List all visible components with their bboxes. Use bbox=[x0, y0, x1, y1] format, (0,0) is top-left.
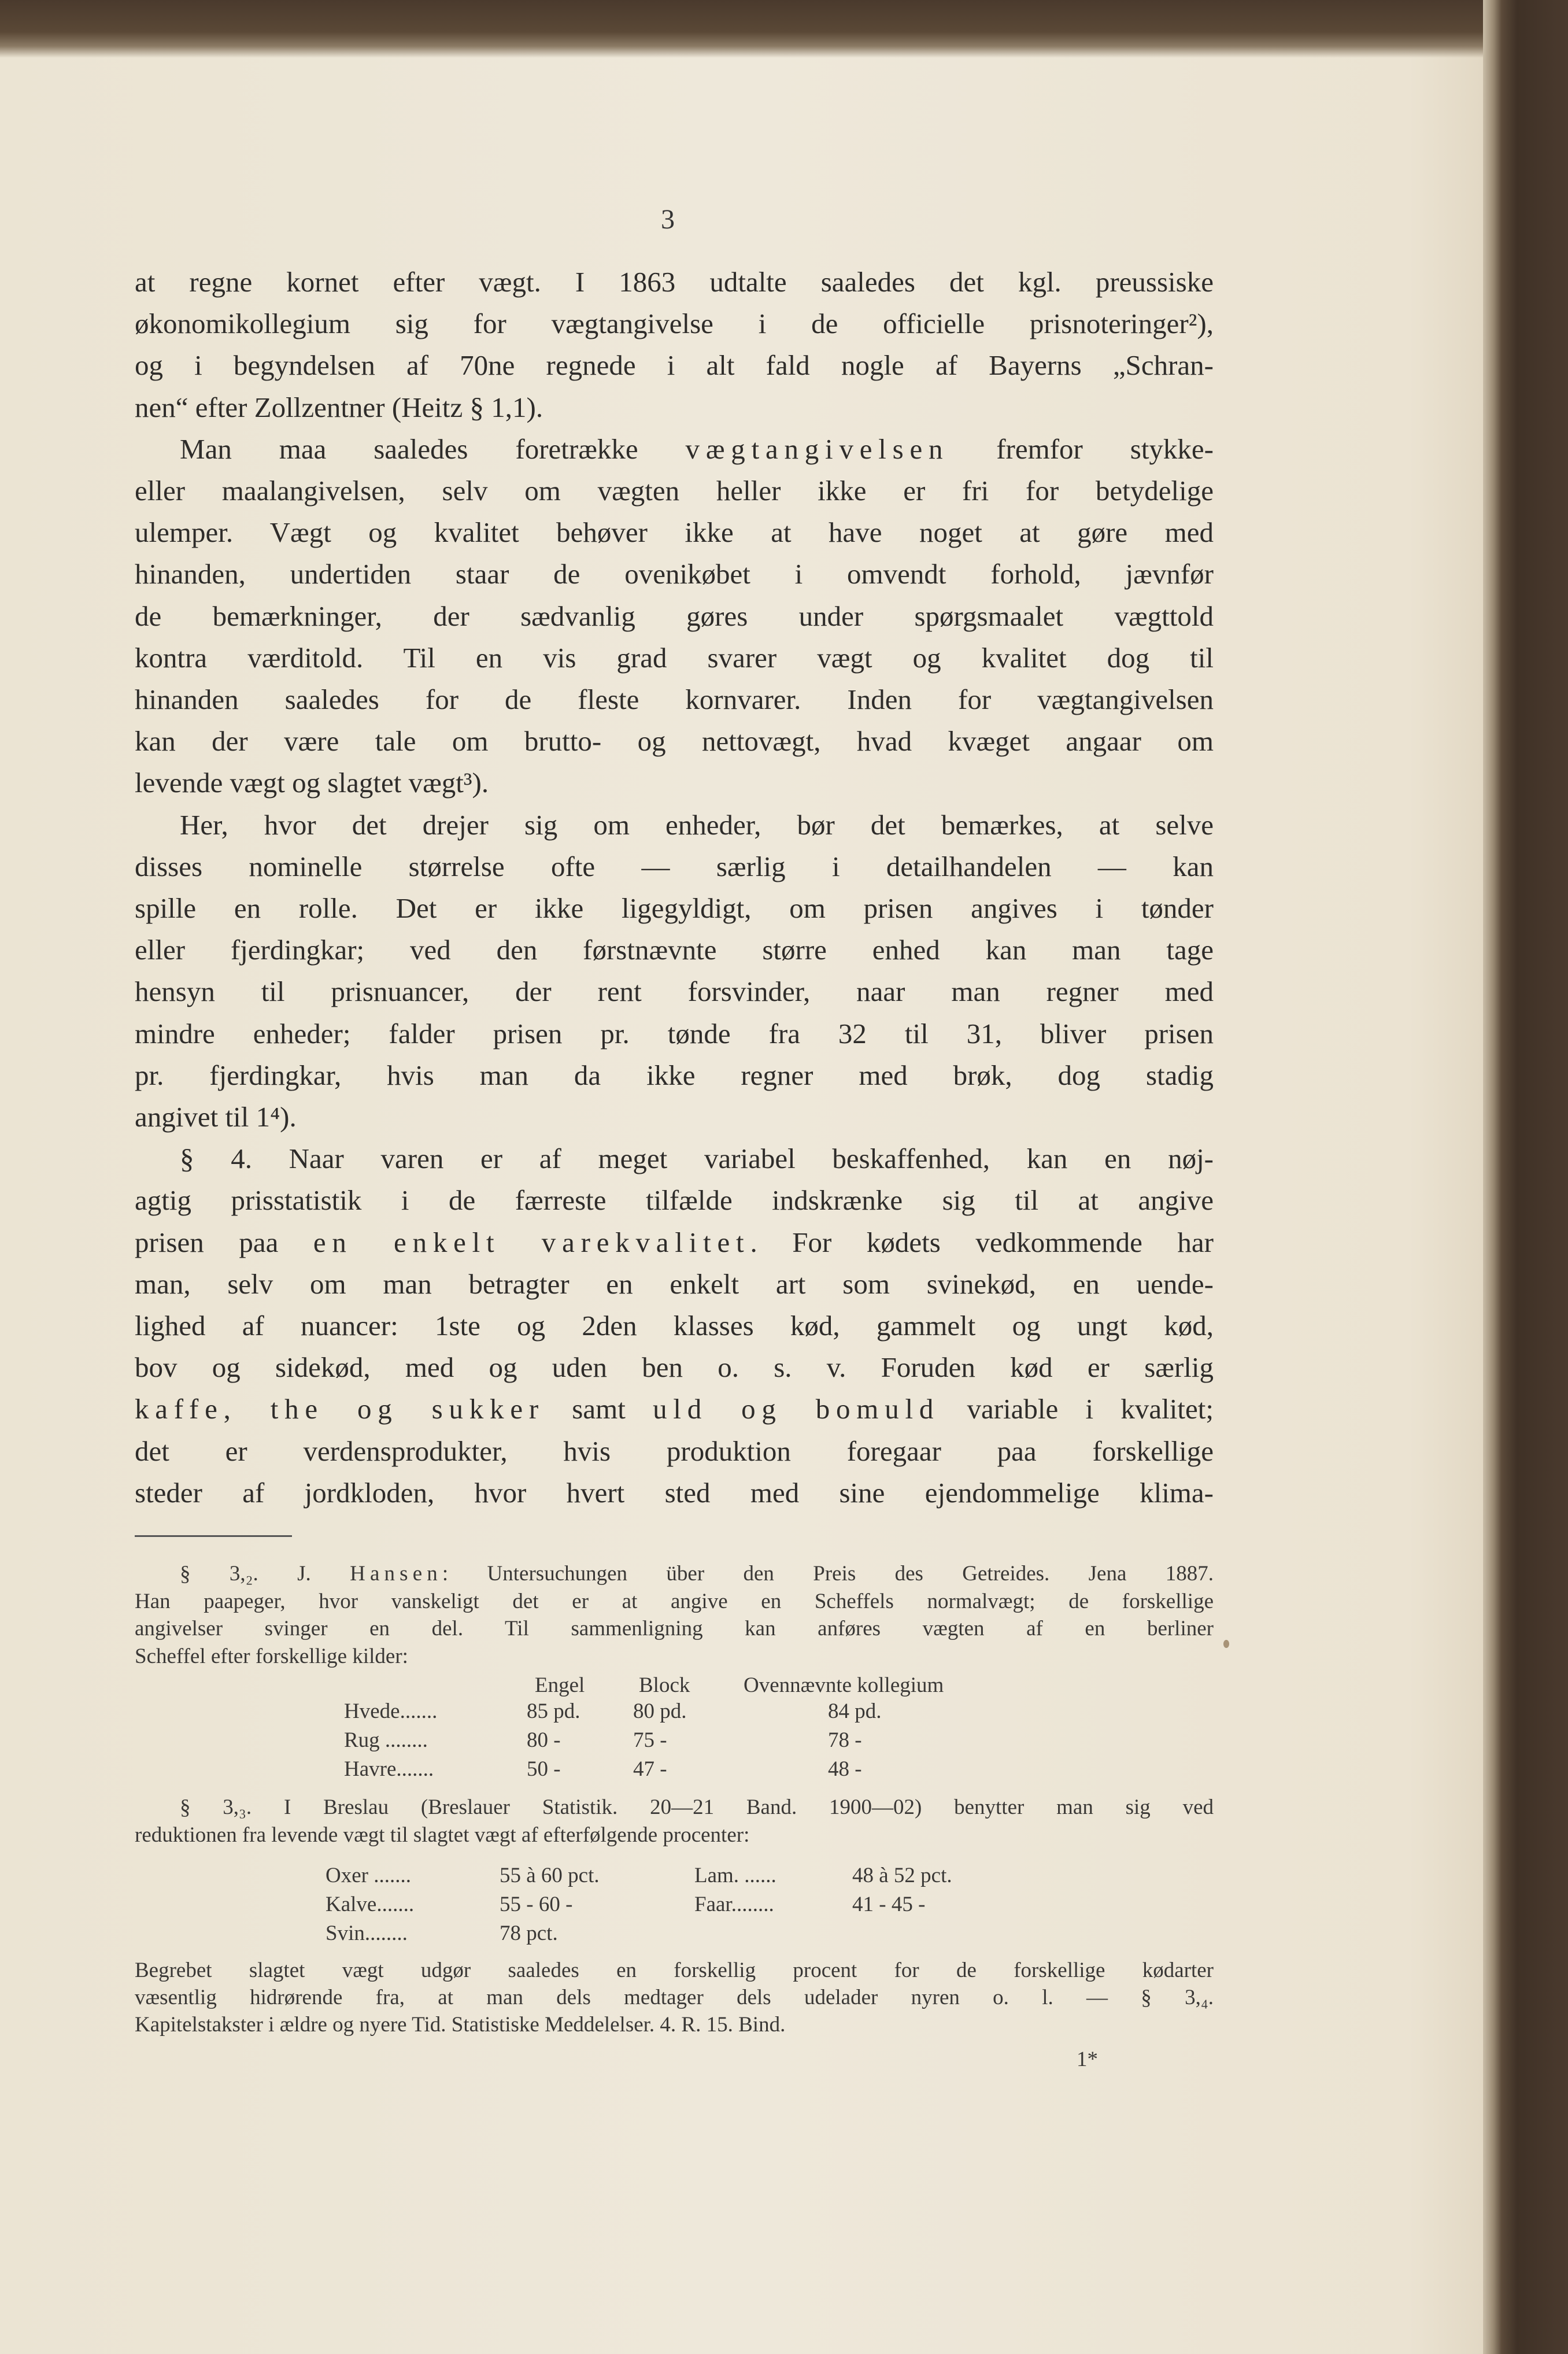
body-line bbox=[135, 474, 1214, 508]
text-segment: angivet til 1⁴). bbox=[135, 1101, 297, 1133]
body-line bbox=[135, 1434, 1214, 1469]
table-cell: 50 - bbox=[527, 1757, 561, 1781]
body-line bbox=[180, 432, 1214, 467]
body-line bbox=[135, 1100, 1214, 1134]
emphasized-text: kaffe, the og sukker bbox=[135, 1393, 545, 1425]
table-cell: Hvede....... bbox=[344, 1699, 438, 1723]
table-cell: 48 - bbox=[828, 1757, 862, 1781]
table-cell: 48 à 52 pct. bbox=[852, 1864, 952, 1887]
table-cell: Ovennævnte kollegium bbox=[744, 1673, 944, 1697]
body-line bbox=[135, 891, 1214, 926]
body-line bbox=[180, 808, 1214, 842]
table-cell: 55 - 60 - bbox=[500, 1893, 573, 1916]
text-segment: agtig prisstatistik i de færreste tilfælde indskrænke sig til at angive bbox=[135, 1184, 1214, 1217]
table-cell: 78 pct. bbox=[500, 1921, 558, 1945]
table-cell: 78 - bbox=[828, 1728, 862, 1752]
footnote-line bbox=[135, 2012, 1214, 2038]
body-line bbox=[135, 599, 1214, 634]
text-segment: kontra værditold. Til en vis grad svarer vægt og kvalitet dog til bbox=[135, 641, 1214, 674]
body-line bbox=[135, 265, 1214, 300]
body-line bbox=[135, 766, 1214, 800]
signature-mark: 1* bbox=[1077, 2048, 1098, 2071]
footnote-line bbox=[180, 1561, 1214, 1587]
body-line bbox=[135, 1392, 1214, 1427]
footnote-line bbox=[135, 1985, 1214, 2011]
text-segment: Kapitelstakster i ældre og nyere Tid. Statistiske Meddelelser. 4. R. 15. Bind. bbox=[135, 2013, 786, 2037]
text-segment: hensyn til prisnuancer, der rent forsvinder, naar man regner med bbox=[135, 975, 1214, 1008]
text-segment: Scheffel efter forskellige kilder: bbox=[135, 1644, 408, 1668]
body-line bbox=[135, 974, 1214, 1009]
text-segment: angivelser svinger en del. Til sammenligning kan anføres vægten af en berliner bbox=[135, 1617, 1214, 1640]
table-cell: 47 - bbox=[633, 1757, 667, 1781]
footnote-line bbox=[135, 1958, 1214, 1983]
body-line bbox=[135, 1183, 1214, 1218]
book-spine-edge bbox=[1483, 0, 1568, 2354]
table-cell: Svin........ bbox=[326, 1921, 408, 1945]
body-line bbox=[135, 515, 1214, 550]
footnote-line bbox=[180, 1795, 1214, 1820]
text-segment: disses nominelle størrelse ofte — særlig i detailhandelen — kan bbox=[135, 850, 1214, 882]
text-segment: hinanden saaledes for de fleste kornvarer. Inden for vægtangivelsen bbox=[135, 683, 1214, 715]
table-cell: Block bbox=[639, 1673, 690, 1697]
text-segment: . For kødets vedkommende har bbox=[750, 1226, 1214, 1258]
text-segment: kan der være tale om brutto- og nettovægt, hvad kvæget angaar om bbox=[135, 725, 1214, 757]
table-cell: 84 pd. bbox=[828, 1699, 882, 1723]
body-line bbox=[135, 1017, 1214, 1051]
footnote-line bbox=[135, 1823, 1214, 1848]
body-line bbox=[135, 1350, 1214, 1385]
body-line bbox=[135, 1225, 1214, 1260]
text-segment: det er verdensprodukter, hvis produktion foregaar paa forskellige bbox=[135, 1435, 1214, 1467]
text-segment: væsentlig hidrørende fra, at man dels medtager dels udelader nyren o. l. — § 3,₄. bbox=[135, 1986, 1214, 2009]
emphasized-text: Hansen bbox=[350, 1562, 442, 1586]
text-segment: fremfor stykke- bbox=[949, 433, 1214, 465]
body-line bbox=[135, 724, 1214, 759]
body-line bbox=[135, 348, 1214, 383]
text-segment: § 4. Naar varen er af meget variabel beskaffenhed, kan en nøj- bbox=[180, 1143, 1214, 1175]
text-segment: spille en rolle. Det er ikke ligegyldigt, om prisen angives i tønder bbox=[135, 892, 1214, 924]
body-line bbox=[135, 390, 1214, 425]
text-segment: og i begyndelsen af 70ne regnede i alt fald nogle af Bayerns „Schran- bbox=[135, 349, 1214, 382]
text-segment: mindre enheder; falder prisen pr. tønde fra 32 til 31, bliver prisen bbox=[135, 1017, 1214, 1049]
body-line bbox=[135, 1058, 1214, 1093]
text-segment: § 3,₂. J. bbox=[180, 1562, 350, 1586]
footnote-line bbox=[135, 1616, 1214, 1642]
table-cell: Oxer ....... bbox=[326, 1864, 411, 1887]
text-segment: reduktionen fra levende vægt til slagtet vægt af efterfølgende procenter: bbox=[135, 1823, 750, 1847]
body-line bbox=[180, 1141, 1214, 1176]
emphasized-text: uld og bomuld bbox=[653, 1393, 940, 1425]
body-line bbox=[135, 306, 1214, 341]
footnote-rule bbox=[135, 1535, 292, 1537]
text-segment: nen“ efter Zollzentner (Heitz § 1,1). bbox=[135, 391, 543, 423]
text-segment: pr. fjerdingkar, hvis man da ikke regner med brøk, dog stadig bbox=[135, 1059, 1214, 1091]
table-cell: Engel bbox=[535, 1673, 585, 1697]
page-number: 3 bbox=[661, 204, 675, 235]
text-segment: Begrebet slagtet vægt udgør saaledes en forskellig procent for de forskellige kødarter bbox=[135, 1958, 1214, 1982]
text-segment: samt bbox=[544, 1393, 653, 1425]
table-cell: Lam. ...... bbox=[694, 1864, 776, 1887]
body-line bbox=[135, 557, 1214, 592]
body-line bbox=[135, 641, 1214, 675]
footnote-line bbox=[135, 1589, 1214, 1614]
text-segment: Han paapeger, hvor vanskeligt det er at angive en Scheffels normalvægt; de forskellige bbox=[135, 1589, 1214, 1613]
body-line bbox=[135, 1267, 1214, 1302]
emphasized-text: en enkelt varekvalitet bbox=[313, 1226, 750, 1258]
body-line bbox=[135, 1309, 1214, 1343]
table-cell: 85 pd. bbox=[527, 1699, 580, 1723]
text-segment: Man maa saaledes foretrække bbox=[180, 433, 686, 465]
text-segment: Her, hvor det drejer sig om enheder, bør det bemærkes, at selve bbox=[180, 808, 1214, 841]
book-top-edge bbox=[0, 0, 1568, 58]
body-line bbox=[135, 1476, 1214, 1510]
text-segment: hinanden, undertiden staar de ovenikøbet i omvendt forhold, jævnfør bbox=[135, 558, 1214, 590]
body-line bbox=[135, 682, 1214, 717]
text-segment: lighed af nuancer: 1ste og 2den klasses kød, gammelt og ungt kød, bbox=[135, 1310, 1214, 1342]
table-cell: 80 - bbox=[527, 1728, 561, 1752]
table-cell: 80 pd. bbox=[633, 1699, 687, 1723]
body-line bbox=[135, 849, 1214, 884]
table-cell: 75 - bbox=[633, 1728, 667, 1752]
text-segment: bov og sidekød, med og uden ben o. s. v. Foruden kød er særlig bbox=[135, 1351, 1214, 1384]
text-segment: at regne kornet efter vægt. I 1863 udtalte saaledes det kgl. preussiske bbox=[135, 266, 1214, 298]
text-segment: prisen paa bbox=[135, 1226, 313, 1258]
table-cell: 55 à 60 pct. bbox=[500, 1864, 600, 1887]
table-cell: Rug ........ bbox=[344, 1728, 428, 1752]
table-cell: Faar........ bbox=[694, 1893, 774, 1916]
footnote-line bbox=[135, 1644, 1214, 1669]
table-cell: 41 - 45 - bbox=[852, 1893, 926, 1916]
table-cell: Kalve....... bbox=[326, 1893, 415, 1916]
text-segment: ulemper. Vægt og kvalitet behøver ikke at have noget at gøre med bbox=[135, 516, 1214, 549]
text-segment: økonomikollegium sig for vægtangivelse i de officielle prisnoteringer²), bbox=[135, 308, 1214, 340]
body-line bbox=[135, 933, 1214, 967]
text-segment: levende vægt og slagtet vægt³). bbox=[135, 767, 489, 799]
text-segment: : Untersuchungen über den Preis des Getreides. Jena 1887. bbox=[442, 1562, 1214, 1586]
text-segment: eller fjerdingkar; ved den førstnævnte større enhed kan man tage bbox=[135, 934, 1214, 966]
text-segment: eller maalangivelsen, selv om vægten heller ikke er fri for betydelige bbox=[135, 475, 1214, 507]
text-segment: steder af jordkloden, hvor hvert sted med sine ejendommelige klima- bbox=[135, 1476, 1214, 1509]
text-segment: § 3,₃. I Breslau (Breslauer Statistik. 20—21 Band. 1900—02) benytter man sig ved bbox=[180, 1795, 1214, 1819]
table-cell: Havre....... bbox=[344, 1757, 434, 1781]
emphasized-text: vægtangivelsen bbox=[685, 433, 949, 465]
text-segment: man, selv om man betragter en enkelt art som svinekød, en uende- bbox=[135, 1267, 1214, 1300]
text-segment: de bemærkninger, der sædvanlig gøres under spørgsmaalet vægttold bbox=[135, 600, 1214, 632]
text-segment: variable i kvalitet; bbox=[940, 1393, 1214, 1425]
paper-stain bbox=[1223, 1640, 1229, 1648]
